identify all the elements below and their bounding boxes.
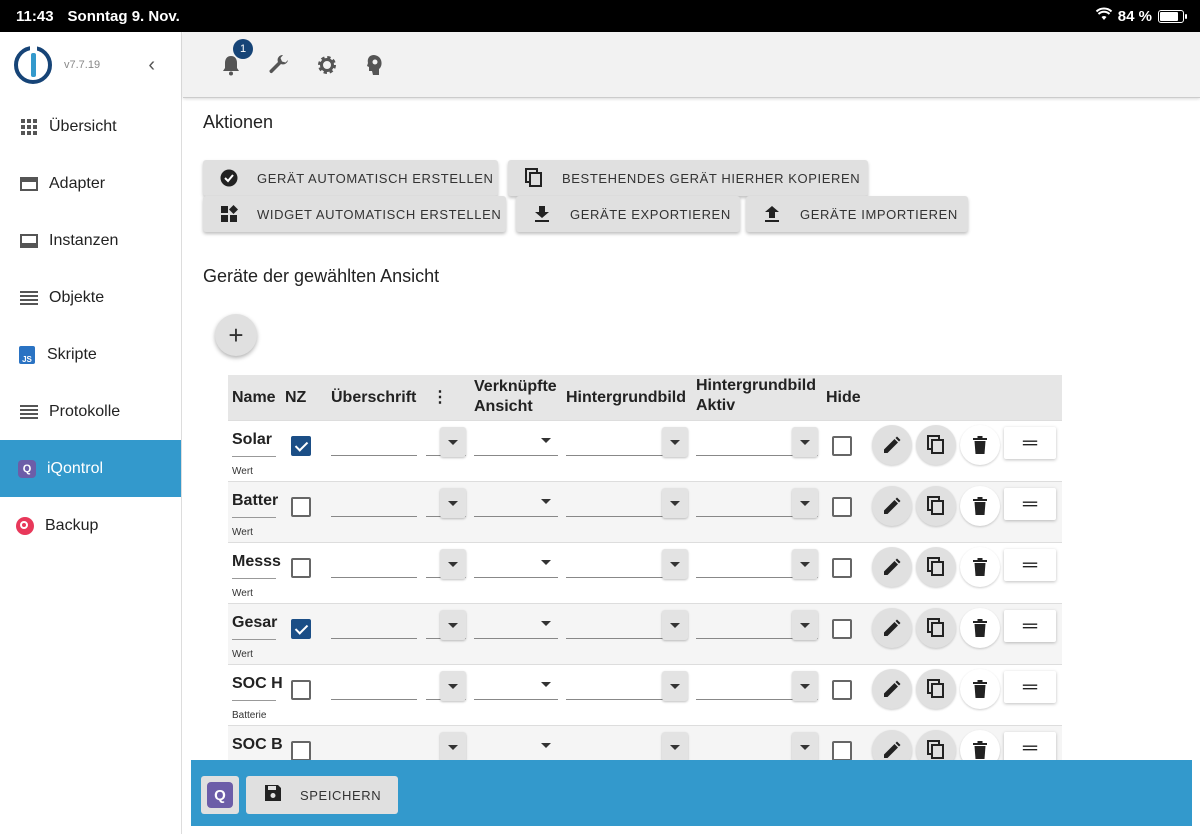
hide-checkbox[interactable] <box>832 436 852 456</box>
copy-icon <box>927 435 945 455</box>
col-hide: Hide <box>826 388 861 406</box>
iqontrol-icon: Q <box>207 782 233 808</box>
arrow-drop-down-icon <box>541 743 551 748</box>
arrow-drop-down-icon <box>541 560 551 565</box>
status-date: Sonntag 9. Nov. <box>67 7 180 25</box>
copy-icon <box>927 618 945 638</box>
background-image-active-select-button[interactable] <box>792 671 818 701</box>
drag-handle[interactable] <box>1004 488 1056 520</box>
arrow-drop-down-icon <box>448 745 458 750</box>
background-image-select-button[interactable] <box>662 671 688 701</box>
trash-icon <box>973 680 987 698</box>
trash-icon <box>973 741 987 759</box>
device-subtitle: Wert <box>232 527 253 538</box>
wifi-icon <box>1096 9 1112 24</box>
button-label: GERÄTE EXPORTIEREN <box>570 206 731 222</box>
devices-title: Geräte der gewählten Ansicht <box>203 266 440 286</box>
caption-select-button[interactable] <box>440 610 466 640</box>
nz-checkbox[interactable] <box>291 497 311 517</box>
caption-input[interactable] <box>331 516 417 517</box>
sidebar-item-label: Skripte <box>47 345 97 363</box>
sidebar-item-label: Adapter <box>49 174 106 192</box>
sidebar-item-adapter[interactable] <box>0 155 181 212</box>
table-row <box>228 664 1062 725</box>
background-image-active-select-button[interactable] <box>792 427 818 457</box>
background-image-active-select-button[interactable] <box>792 610 818 640</box>
nz-checkbox[interactable] <box>291 741 311 761</box>
copy-icon <box>927 557 945 577</box>
version-label: v7.7.19 <box>64 59 101 71</box>
button-label: BESTEHENDES GERÄT HIERHER KOPIEREN <box>562 170 861 186</box>
device-name-field[interactable]: Batter <box>232 492 276 518</box>
sidebar-item-backup[interactable] <box>0 497 181 554</box>
nz-checkbox[interactable] <box>291 619 311 639</box>
button-label: GERÄTE IMPORTIEREN <box>800 206 958 222</box>
top-toolbar <box>183 32 1200 98</box>
hide-checkbox[interactable] <box>832 680 852 700</box>
arrow-drop-down-icon <box>800 623 810 628</box>
arrow-drop-down-icon <box>541 499 551 504</box>
arrow-drop-down-icon <box>800 745 810 750</box>
bottom-bar <box>191 760 1192 826</box>
caption-select-button[interactable] <box>440 488 466 518</box>
duplicate-button[interactable] <box>916 669 956 709</box>
devices-table <box>228 375 1062 786</box>
background-image-active-select-button[interactable] <box>792 732 818 762</box>
store-icon <box>20 175 38 193</box>
plus-icon: + <box>228 319 244 350</box>
drag-handle-icon: ═ <box>1022 736 1038 759</box>
hide-checkbox[interactable] <box>832 619 852 639</box>
pencil-icon <box>883 436 901 454</box>
upload-icon <box>752 206 792 222</box>
notification-badge: 1 <box>233 39 253 59</box>
caption-select-button[interactable] <box>440 549 466 579</box>
delete-button[interactable] <box>960 486 1000 526</box>
drag-handle[interactable] <box>1004 549 1056 581</box>
col-linked-view <box>474 377 557 417</box>
main-content <box>191 100 1192 760</box>
pencil-icon <box>883 680 901 698</box>
caption-input[interactable] <box>331 699 417 700</box>
copy-icon <box>927 740 945 760</box>
sidebar-item-label: iQontrol <box>47 459 104 477</box>
arrow-drop-down-icon <box>670 684 680 689</box>
linked-view-select[interactable] <box>474 638 558 639</box>
table-row <box>228 420 1062 481</box>
edit-button[interactable] <box>872 547 912 587</box>
col-background-active <box>696 376 816 416</box>
list-icon <box>20 289 38 307</box>
arrow-drop-down-icon <box>670 623 680 628</box>
caption-input[interactable] <box>331 455 417 456</box>
delete-button[interactable] <box>960 669 1000 709</box>
copy-existing-device-button[interactable] <box>508 160 868 196</box>
duplicate-button[interactable] <box>916 425 956 465</box>
status-bar <box>0 0 1200 32</box>
arrow-drop-down-icon <box>800 562 810 567</box>
sidebar-item-uebersicht[interactable] <box>0 98 181 155</box>
save-label: SPEICHERN <box>300 787 382 803</box>
delete-button[interactable] <box>960 608 1000 648</box>
backup-icon <box>16 517 34 535</box>
background-image-select-button[interactable] <box>662 732 688 762</box>
iqontrol-button[interactable] <box>201 776 239 814</box>
trash-icon <box>973 558 987 576</box>
table-header <box>228 375 1062 420</box>
device-subtitle: Batterie <box>232 710 267 721</box>
device-name-field[interactable]: Messs <box>232 553 276 579</box>
arrow-drop-down-icon <box>670 440 680 445</box>
device-subtitle: Wert <box>232 588 253 599</box>
sidebar-item-label: Objekte <box>49 288 105 306</box>
nz-checkbox[interactable] <box>291 558 311 578</box>
battery-percent: 84 % <box>1117 7 1152 25</box>
col-linked-view-line2: Ansicht <box>474 398 533 415</box>
sidebar-item-label: Backup <box>45 516 99 534</box>
pencil-icon <box>883 558 901 576</box>
status-time: 11:43 <box>16 7 54 25</box>
hide-checkbox[interactable] <box>832 741 852 761</box>
drag-handle-icon: ═ <box>1022 614 1038 637</box>
battery-fill <box>1160 12 1178 21</box>
button-label: WIDGET AUTOMATISCH ERSTELLEN <box>257 206 502 222</box>
arrow-drop-down-icon <box>541 438 551 443</box>
drag-handle-icon: ═ <box>1022 553 1038 576</box>
grid-icon <box>20 118 38 136</box>
import-devices-button[interactable] <box>746 196 968 232</box>
widgets-icon <box>209 205 249 223</box>
arrow-drop-down-icon <box>800 684 810 689</box>
hide-checkbox[interactable] <box>832 558 852 578</box>
caption-input[interactable] <box>331 638 417 639</box>
arrow-drop-down-icon <box>448 623 458 628</box>
download-icon <box>522 206 562 222</box>
delete-button[interactable] <box>960 425 1000 465</box>
actions-title: Aktionen <box>203 112 274 132</box>
device-name-field[interactable]: Gesar <box>232 614 276 640</box>
arrow-drop-down-icon <box>670 745 680 750</box>
col-background: Hintergrundbild <box>566 388 686 406</box>
pencil-icon <box>883 741 901 759</box>
col-background-active-line2: Aktiv <box>696 397 736 414</box>
more-vert-icon[interactable]: ⋮ <box>432 388 448 406</box>
arrow-drop-down-icon <box>448 440 458 445</box>
save-icon <box>264 784 282 807</box>
linked-view-select[interactable] <box>474 455 558 456</box>
caption-select-button[interactable] <box>440 671 466 701</box>
iobroker-logo <box>14 46 52 84</box>
col-name: Name <box>232 388 276 406</box>
background-image-active-select-button[interactable] <box>792 488 818 518</box>
iqontrol-icon: Q <box>18 460 36 478</box>
device-subtitle: Wert <box>232 466 253 477</box>
sidebar-item-skripte[interactable] <box>0 326 181 383</box>
trash-icon <box>973 436 987 454</box>
drag-handle[interactable] <box>1004 427 1056 459</box>
status-right <box>1096 8 1184 25</box>
background-image-select-button[interactable] <box>662 427 688 457</box>
expert-mode-icon[interactable] <box>363 53 387 77</box>
arrow-drop-down-icon <box>541 682 551 687</box>
linked-view-select[interactable] <box>474 699 558 700</box>
drag-handle-icon: ═ <box>1022 431 1038 454</box>
background-image-select-button[interactable] <box>662 610 688 640</box>
drag-handle[interactable] <box>1004 671 1056 703</box>
copy-icon <box>514 168 554 188</box>
pencil-icon <box>883 619 901 637</box>
sidebar <box>0 32 182 834</box>
col-linked-view-line1: Verknüpfte <box>474 378 557 395</box>
gear-icon[interactable] <box>315 53 339 77</box>
duplicate-button[interactable] <box>916 486 956 526</box>
sidebar-item-objekte[interactable] <box>0 269 181 326</box>
arrow-drop-down-icon <box>448 501 458 506</box>
export-devices-button[interactable] <box>516 196 740 232</box>
create-device-auto-button[interactable] <box>203 160 498 196</box>
sidebar-item-label: Instanzen <box>49 231 119 249</box>
sidebar-item-instanzen[interactable] <box>0 212 181 269</box>
create-widget-auto-button[interactable] <box>203 196 506 232</box>
drag-handle[interactable] <box>1004 610 1056 642</box>
sidebar-item-label: Protokolle <box>49 402 121 420</box>
save-button[interactable] <box>246 776 398 814</box>
drag-handle-icon: ═ <box>1022 675 1038 698</box>
col-background-active-line1: Hintergrundbild <box>696 377 816 394</box>
background-image-select-button[interactable] <box>662 488 688 518</box>
device-name-field[interactable]: SOC H <box>232 675 276 701</box>
background-image-select-button[interactable] <box>662 549 688 579</box>
trash-icon <box>973 619 987 637</box>
arrow-drop-down-icon <box>448 684 458 689</box>
table-row <box>228 481 1062 542</box>
linked-view-select[interactable] <box>474 516 558 517</box>
duplicate-button[interactable] <box>916 547 956 587</box>
device-name-field[interactable]: SOC B <box>232 736 276 762</box>
hide-checkbox[interactable] <box>832 497 852 517</box>
sidebar-header <box>0 32 181 98</box>
log-icon <box>20 403 38 421</box>
drag-handle-icon: ═ <box>1022 492 1038 515</box>
col-nz: NZ <box>285 388 307 406</box>
arrow-drop-down-icon <box>670 562 680 567</box>
table-row <box>228 603 1062 664</box>
add-device-button[interactable] <box>215 314 257 356</box>
battery-icon <box>1158 10 1184 23</box>
arrow-drop-down-icon <box>800 440 810 445</box>
edit-button[interactable] <box>872 486 912 526</box>
table-body <box>228 420 1062 786</box>
chevron-left-icon[interactable]: ‹ <box>148 53 155 76</box>
table-row <box>228 542 1062 603</box>
nz-checkbox[interactable] <box>291 680 311 700</box>
linked-view-select[interactable] <box>474 577 558 578</box>
nz-checkbox[interactable] <box>291 436 311 456</box>
duplicate-button[interactable] <box>916 608 956 648</box>
caption-select-button[interactable] <box>440 732 466 762</box>
arrow-drop-down-icon <box>800 501 810 506</box>
background-image-active-select-button[interactable] <box>792 549 818 579</box>
caption-input[interactable] <box>331 577 417 578</box>
instances-icon <box>20 232 38 250</box>
copy-icon <box>927 496 945 516</box>
edit-button[interactable] <box>872 425 912 465</box>
col-caption: Überschrift <box>331 388 417 406</box>
arrow-drop-down-icon <box>541 621 551 626</box>
edit-button[interactable] <box>872 669 912 709</box>
wrench-icon[interactable] <box>267 53 291 77</box>
delete-button[interactable] <box>960 547 1000 587</box>
pencil-icon <box>883 497 901 515</box>
sidebar-item-label: Übersicht <box>49 117 117 135</box>
sidebar-item-protokolle[interactable] <box>0 383 181 440</box>
sidebar-item-iqontrol[interactable] <box>0 440 181 497</box>
javascript-icon: JS <box>18 346 36 364</box>
bell-icon[interactable] <box>219 42 247 77</box>
device-name-field[interactable]: Solar <box>232 431 276 457</box>
check-circle-icon <box>209 169 249 187</box>
trash-icon <box>973 497 987 515</box>
button-label: GERÄT AUTOMATISCH ERSTELLEN <box>257 170 494 186</box>
device-subtitle: Wert <box>232 649 253 660</box>
arrow-drop-down-icon <box>670 501 680 506</box>
caption-select-button[interactable] <box>440 427 466 457</box>
edit-button[interactable] <box>872 608 912 648</box>
copy-icon <box>927 679 945 699</box>
arrow-drop-down-icon <box>448 562 458 567</box>
